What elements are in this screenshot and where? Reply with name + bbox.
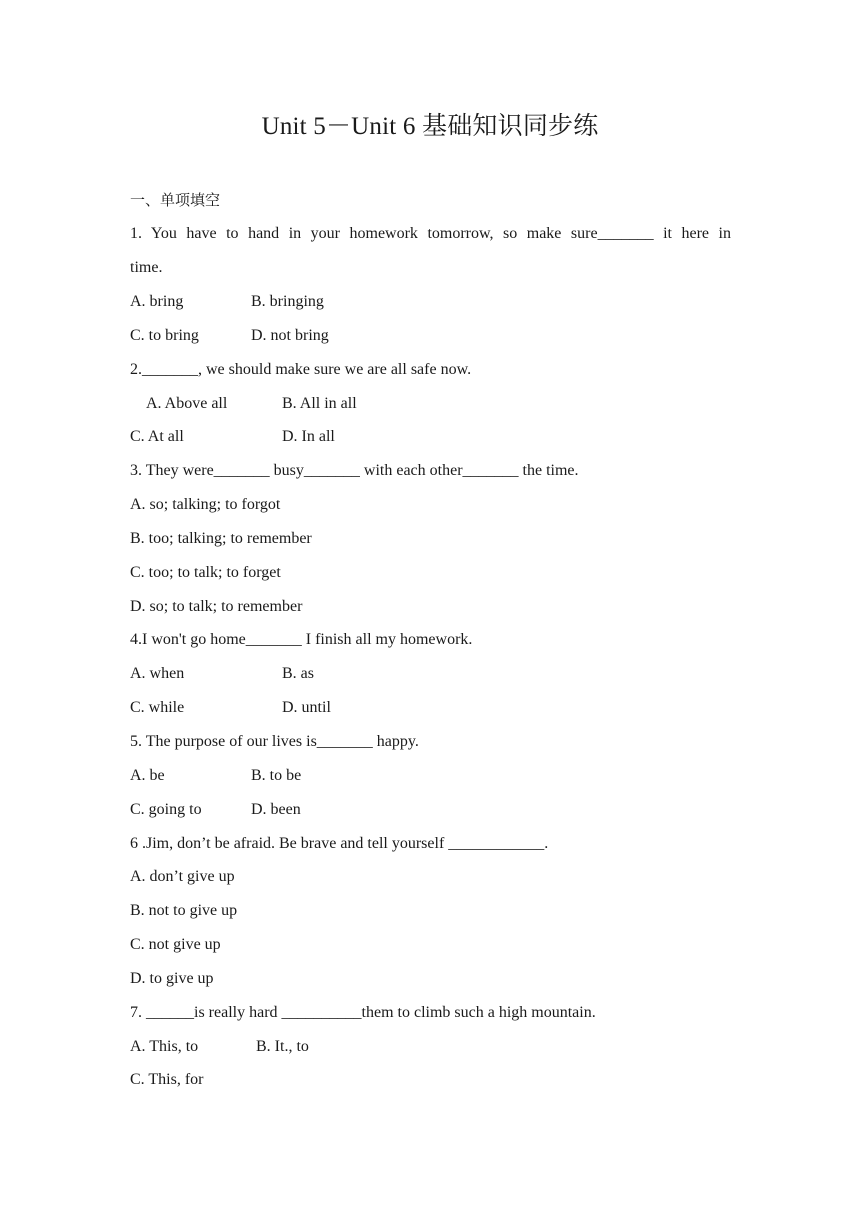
question-4-stem: 4.I won't go home_______ I finish all my homework. xyxy=(130,631,473,648)
question-3-option-d: D. so; to talk; to remember xyxy=(130,598,303,615)
question-2-option-a: A. Above all xyxy=(146,395,228,412)
question-4-option-b: B. as xyxy=(282,665,314,682)
question-1-option-c: C. to bring xyxy=(130,327,199,344)
question-1-stem-line1: 1. You have to hand in your homework tomorrow, so make sure_______ it here in xyxy=(130,225,731,242)
question-3-stem: 3. They were_______ busy_______ with each other_______ the time. xyxy=(130,462,579,479)
question-3-option-c: C. too; to talk; to forget xyxy=(130,564,281,581)
question-2-stem: 2._______, we should make sure we are all safe now. xyxy=(130,361,472,378)
question-7-option-b: B. It., to xyxy=(256,1038,309,1055)
question-5-option-c: C. going to xyxy=(130,801,202,818)
question-1-option-b: B. bringing xyxy=(251,293,324,310)
question-1-stem-line2: time. xyxy=(130,259,163,276)
question-5-stem: 5. The purpose of our lives is_______ happy. xyxy=(130,733,419,750)
question-6-option-c: C. not give up xyxy=(130,936,221,953)
question-6-stem: 6 .Jim, don’t be afraid. Be brave and tell yourself ____________. xyxy=(130,835,549,852)
question-5-option-d: D. been xyxy=(251,801,301,818)
question-3-option-b: B. too; talking; to remember xyxy=(130,530,312,547)
question-1-option-d: D. not bring xyxy=(251,327,329,344)
question-5-option-a: A. be xyxy=(130,767,165,784)
question-1-option-a: A. bring xyxy=(130,293,184,310)
question-6-option-a: A. don’t give up xyxy=(130,868,235,885)
section-heading: 一、单项填空 xyxy=(130,191,221,209)
question-7-option-a: A. This, to xyxy=(130,1038,199,1055)
question-4-option-c: C. while xyxy=(130,699,185,716)
question-4-option-a: A. when xyxy=(130,665,185,682)
question-4-option-d: D. until xyxy=(282,699,331,716)
question-2-option-b: B. All in all xyxy=(282,395,357,412)
question-3-option-a: A. so; talking; to forgot xyxy=(130,496,281,513)
question-6-option-d: D. to give up xyxy=(130,970,214,987)
question-7-stem: 7. ______is really hard __________them to climb such a high mountain. xyxy=(130,1004,596,1021)
question-2-option-d: D. In all xyxy=(282,428,335,445)
page-title: Unit 5－Unit 6 基础知识同步练 xyxy=(261,113,599,140)
question-2-option-c: C. At all xyxy=(130,428,184,445)
question-6-option-b: B. not to give up xyxy=(130,902,238,919)
question-5-option-b: B. to be xyxy=(251,767,302,784)
question-7-option-c: C. This, for xyxy=(130,1071,204,1088)
